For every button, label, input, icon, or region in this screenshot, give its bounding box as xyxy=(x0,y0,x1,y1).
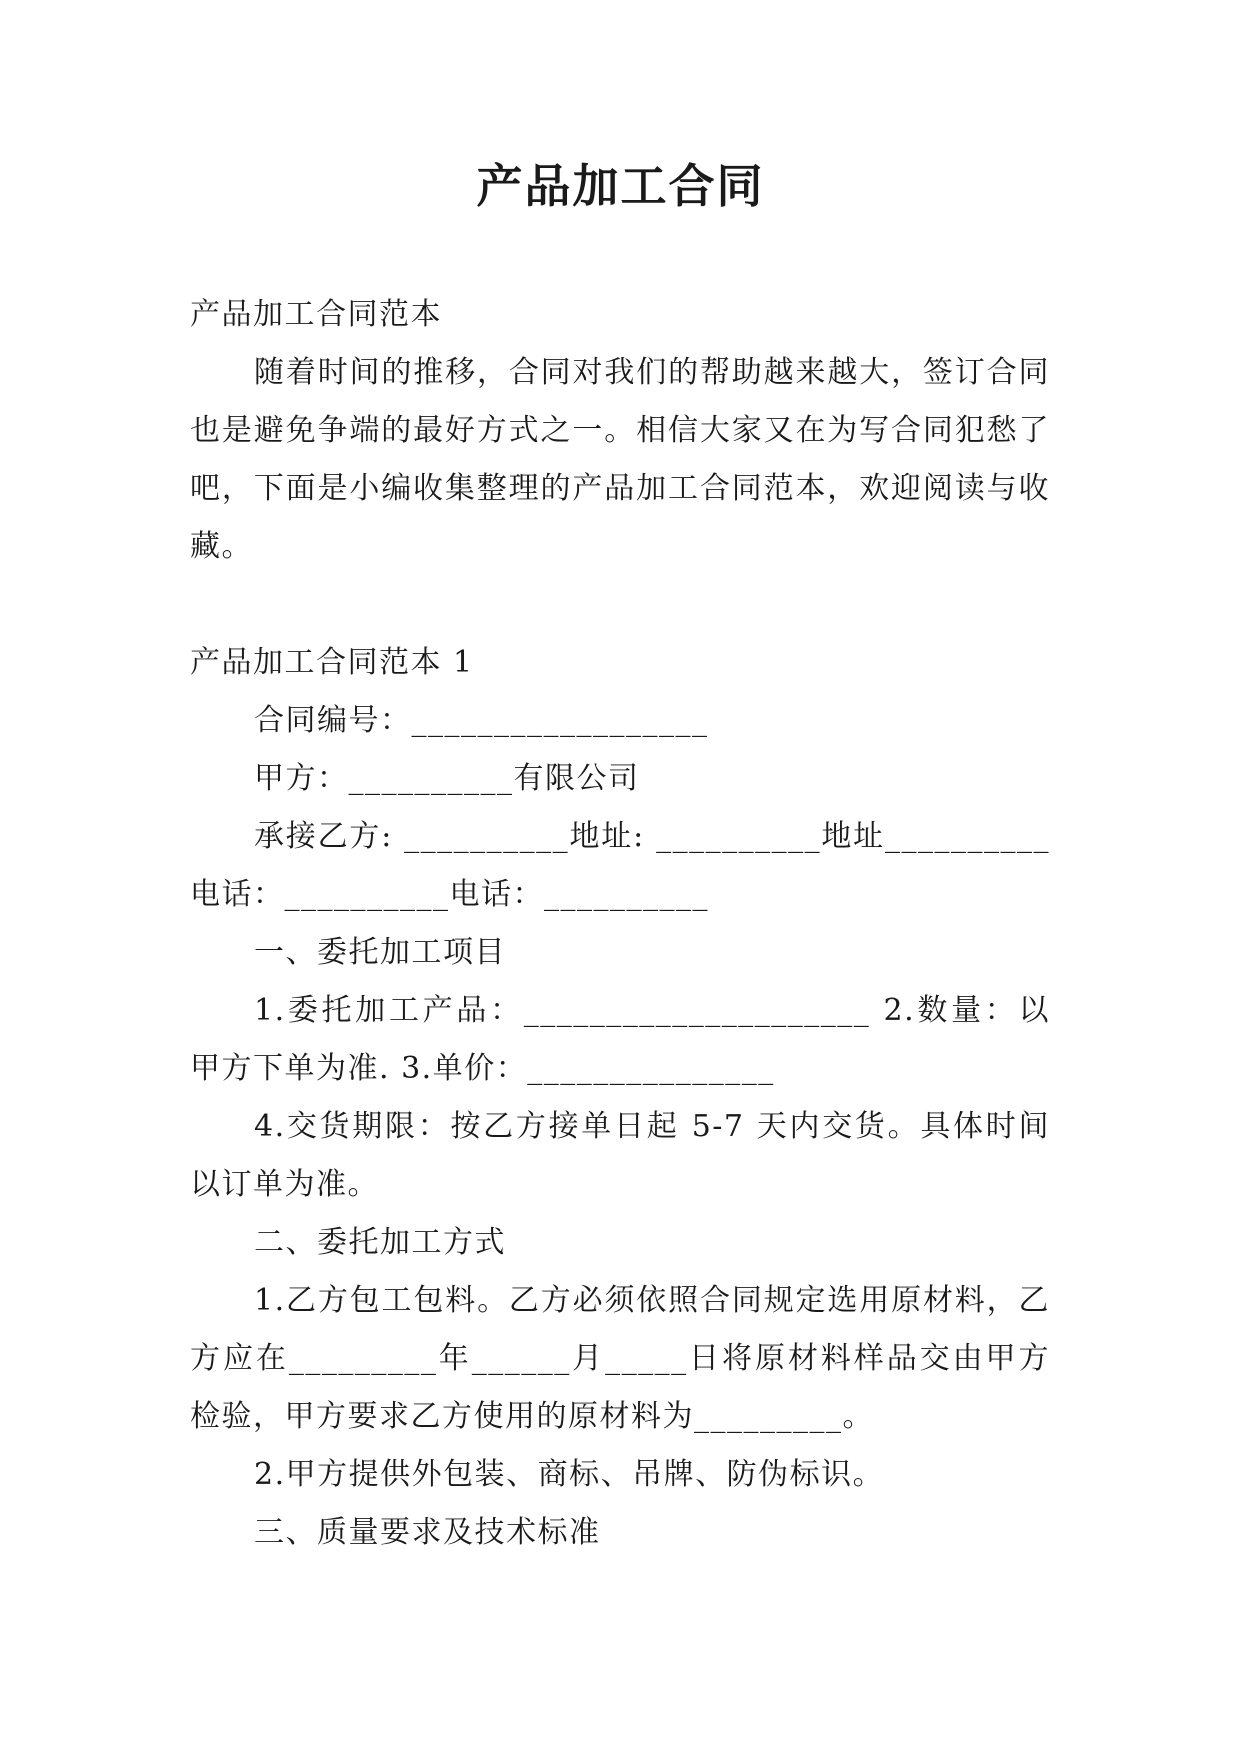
contract-number-line: 合同编号：__________________ xyxy=(254,703,709,738)
clause-item-2-1: 1.乙方包工包料。乙方必须依照合同规定选用原材料，乙方应在_________年______月_____日将原材料样品交由甲方检验，甲方要求乙方使用的原材料为_________。 xyxy=(190,1283,1050,1434)
clause-heading-3: 三、质量要求及技术标准 xyxy=(254,1515,601,1550)
document-title: 产品加工合同 xyxy=(476,159,765,213)
party-a-line: 甲方：__________有限公司 xyxy=(254,761,640,796)
party-b-contact-line: 承接乙方: __________地址: __________地址__________电话：__________电话：__________ xyxy=(190,819,1050,912)
clause-heading-2: 二、委托加工方式 xyxy=(254,1225,506,1260)
document-body xyxy=(190,286,1050,1562)
clause-heading-1: 一、委托加工项目 xyxy=(254,935,506,970)
paragraph-gap xyxy=(190,576,1050,634)
clause-item-1-1: 1.委托加工产品：_____________________ 2.数量：以甲方下单为准. 3.单价：_______________ xyxy=(190,993,1050,1086)
section-heading: 产品加工合同范本 xyxy=(190,297,442,332)
clause-item-2-2: 2.甲方提供外包装、商标、吊牌、防伪标识。 xyxy=(254,1457,885,1492)
contract-heading: 产品加工合同范本 1 xyxy=(190,645,474,680)
intro-paragraph: 随着时间的推移，合同对我们的帮助越来越大，签订合同也是避免争端的最好方式之一。相信大家又在为写合同犯愁了吧，下面是小编收集整理的产品加工合同范本，欢迎阅读与收藏。 xyxy=(190,355,1050,564)
clause-item-1-4: 4.交货期限：按乙方接单日起 5-7 天内交货。具体时间以订单为准。 xyxy=(190,1109,1050,1202)
